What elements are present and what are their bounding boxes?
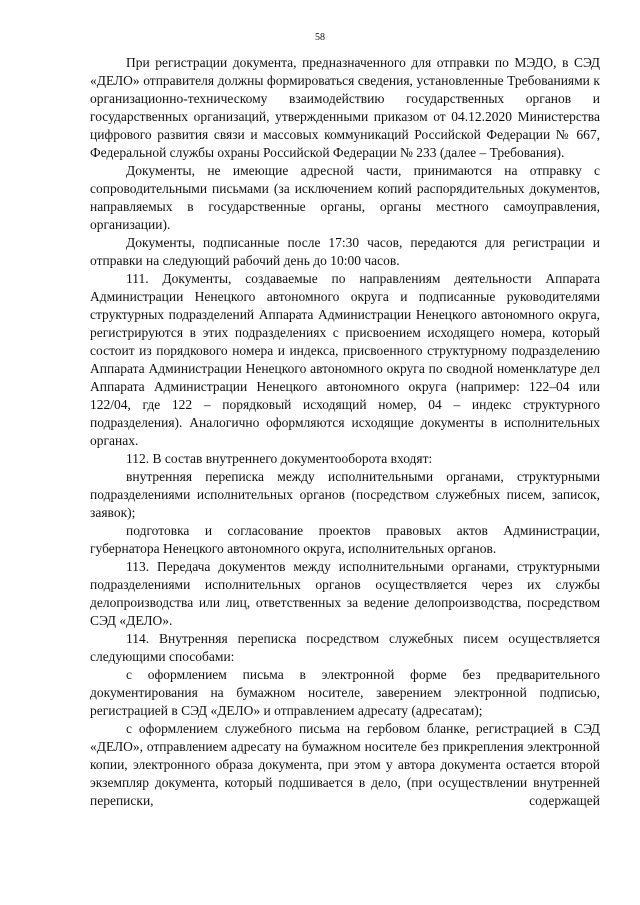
paragraph: с оформлением служебного письма на гербовом бланке, регистрацией в СЭД «ДЕЛО», отправлением адресату на бумажном носителе без прикрепления электронной копии, электронного образа документа, при этом у автора документа остается второй экземпляр документа, который подшивается в дело, (при осуществлении внутренней переписки, содержащей <box>90 721 600 808</box>
paragraph: 111. Документы, создаваемые по направлениям деятельности Аппарата Администрации Ненецкого автономного округа и подписанные руководителями структурных подразделений Аппарата Администрации Ненецкого автономного округа, регистрируются в этих подразделениях с присвоением исходящего номера, который состоит из порядкового номера и индекса, присвоенного структурному подразделению Аппарата Администрации Ненецкого автономного округа по сводной номенклатуре дел Аппарата Администрации Ненецкого автономного округа (например: 122–04 или 122/04, где 122 – порядковый исходящий номер, 04 – индекс структурного подразделения). Аналогично оформляются исходящие документы в исполнительных органах. <box>90 271 600 448</box>
paragraph: внутренняя переписка между исполнительными органами, структурными подразделениями исполнительных органов (посредством служебных писем, записок, заявок); <box>90 469 600 520</box>
paragraph: 114. Внутренняя переписка посредством служебных писем осуществляется следующими способами: <box>90 631 600 664</box>
paragraph: Документы, подписанные после 17:30 часов, передаются для регистрации и отправки на следующий рабочий день до 10:00 часов. <box>90 235 600 268</box>
paragraph: При регистрации документа, предназначенного для отправки по МЭДО, в СЭД «ДЕЛО» отправителя должны формироваться сведения, установленные Требованиями к организационно-техническому взаимодействию государственных органов и государственных организаций, утвержденными приказом от 04.12.2020 Министерства цифрового развития связи и массовых коммуникаций Российской Федерации № 667, Федеральной службы охраны Российской Федерации № 233 (далее – Требования). <box>90 55 600 160</box>
paragraph: 113. Передача документов между исполнительными органами, структурными подразделениями исполнительных органов осуществляется через их службы делопроизводства или лиц, ответственных за ведение делопроизводства, посредством СЭД «ДЕЛО». <box>90 559 600 628</box>
paragraph: подготовка и согласование проектов правовых актов Администрации, губернатора Ненецкого автономного округа, исполнительных органов. <box>90 523 600 556</box>
paragraph: 112. В состав внутреннего документооборота входят: <box>126 451 433 466</box>
page-number: 58 <box>315 32 325 43</box>
document-body <box>90 54 600 810</box>
paragraph: Документы, не имеющие адресной части, принимаются на отправку с сопроводительными письмами (за исключением копий распорядительных документов, направляемых в государственные органы, органы местного самоуправления, организации). <box>90 163 600 232</box>
paragraph: с оформлением письма в электронной форме без предварительного документирования на бумажном носителе, заверением электронной подписью, регистрацией в СЭД «ДЕЛО» и отправлением адресату (адресатам); <box>90 667 600 718</box>
